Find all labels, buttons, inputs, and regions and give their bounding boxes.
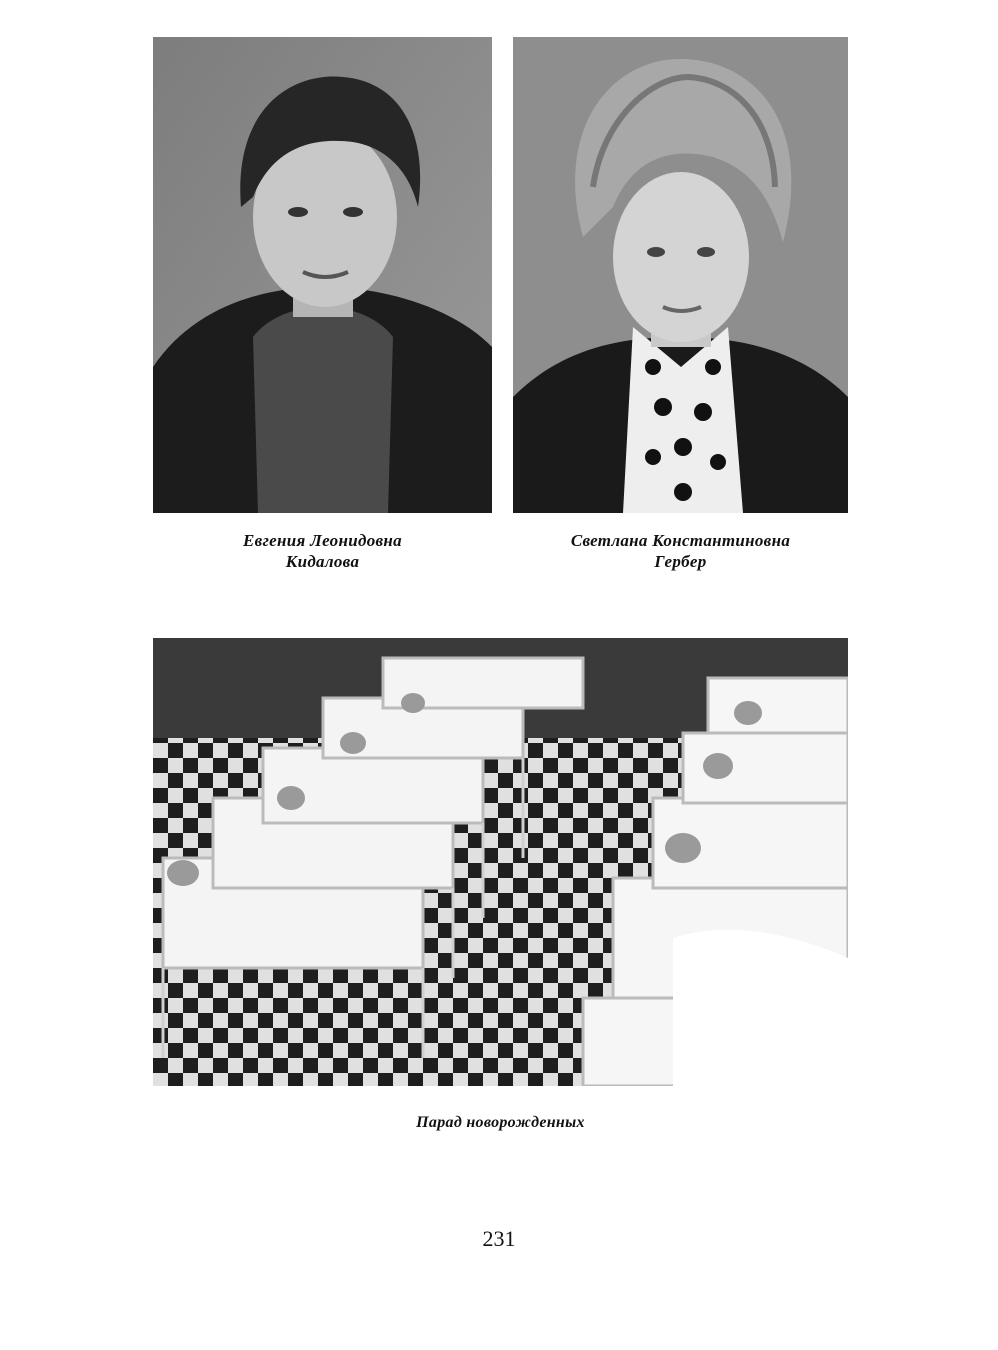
caption-gerber bbox=[513, 530, 848, 572]
nursery-photo bbox=[153, 638, 848, 1086]
caption-nursery bbox=[153, 1112, 848, 1133]
caption-right-line1: Светлана Константиновна bbox=[570, 531, 791, 550]
caption-nursery-text: Парад новорожденных bbox=[416, 1114, 585, 1131]
portrait-photo-gerber bbox=[513, 37, 848, 513]
page-number: 231 bbox=[482, 1226, 516, 1251]
caption-left-line2: Кидалова bbox=[285, 552, 360, 571]
caption-kidalova bbox=[153, 530, 492, 572]
caption-right-line2: Гербер bbox=[654, 552, 707, 571]
caption-left-line1: Евгения Леонидовна bbox=[243, 531, 402, 550]
portrait-photo-kidalova bbox=[153, 37, 492, 513]
